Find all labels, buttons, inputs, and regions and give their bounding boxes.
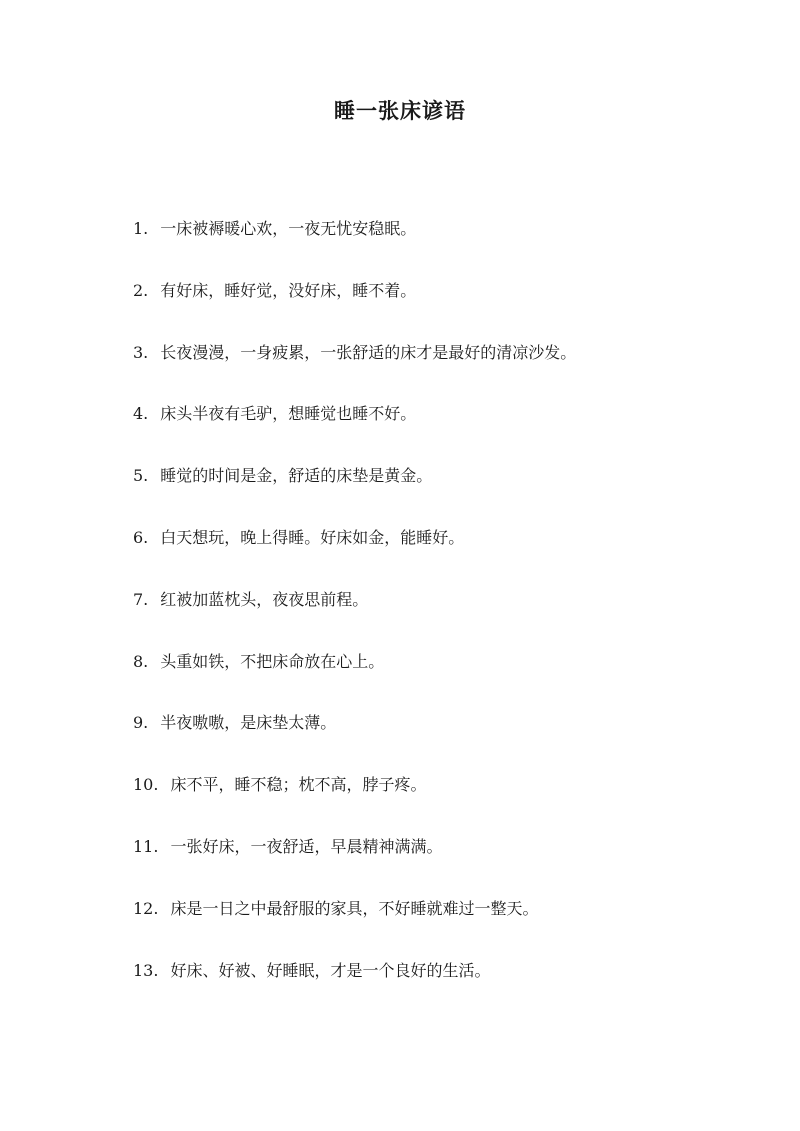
item-text: 睡觉的时间是金，舒适的床垫是黄金。: [160, 466, 433, 486]
item-number: 10.: [133, 775, 159, 795]
item-text: 白天想玩，晚上得睡。好床如金，能睡好。: [160, 527, 465, 547]
item-number: 2.: [133, 280, 149, 300]
list-item: [133, 278, 753, 340]
item-text: 好床、好被、好睡眠，才是一个良好的生活。: [170, 960, 491, 980]
item-number: 1.: [133, 219, 149, 238]
item-text: 一张好床，一夜舒适，早晨精神满满。: [170, 836, 443, 856]
item-number: 9.: [133, 713, 149, 733]
item-text: 有好床，睡好觉，没好床，睡不着。: [160, 280, 417, 300]
item-number: 8.: [133, 651, 149, 671]
item-number: 7.: [133, 589, 149, 609]
item-text: 床是一日之中最舒服的家具，不好睡就难过一整天。: [170, 898, 539, 918]
list-item: [133, 896, 753, 958]
item-number: 11.: [133, 836, 159, 856]
item-text: 红被加蓝枕头，夜夜思前程。: [160, 589, 369, 609]
item-number: 13.: [133, 960, 159, 980]
list-item: [133, 710, 753, 772]
list-item: [133, 587, 753, 649]
list-item: [133, 340, 753, 402]
item-text: 床头半夜有毛驴，想睡觉也睡不好。: [160, 404, 417, 424]
list-item: [133, 834, 753, 896]
list-item: [133, 216, 753, 278]
list-item: [133, 958, 753, 1020]
item-text: 半夜嗷嗷，是床垫太薄。: [160, 713, 337, 733]
item-number: 4.: [133, 404, 149, 424]
item-number: 5.: [133, 466, 149, 486]
item-number: 12.: [133, 898, 159, 918]
item-number: 3.: [133, 342, 149, 362]
item-text: 长夜漫漫，一身疲累，一张舒适的床才是最好的清凉沙发。: [160, 342, 577, 362]
list-item: [133, 525, 753, 587]
item-text: 头重如铁，不把床命放在心上。: [160, 651, 385, 671]
list-item: [133, 401, 753, 463]
item-number: 6.: [133, 527, 149, 547]
list-item: [133, 463, 753, 525]
document-title: 睡一张床谚语: [334, 98, 466, 123]
item-text: 床不平，睡不稳；枕不高，脖子疼。: [170, 775, 427, 795]
list-item: [133, 649, 753, 711]
list-item: [133, 772, 753, 834]
proverb-list: [133, 216, 753, 1019]
item-text: 一床被褥暖心欢，一夜无忧安稳眠。: [160, 219, 417, 238]
